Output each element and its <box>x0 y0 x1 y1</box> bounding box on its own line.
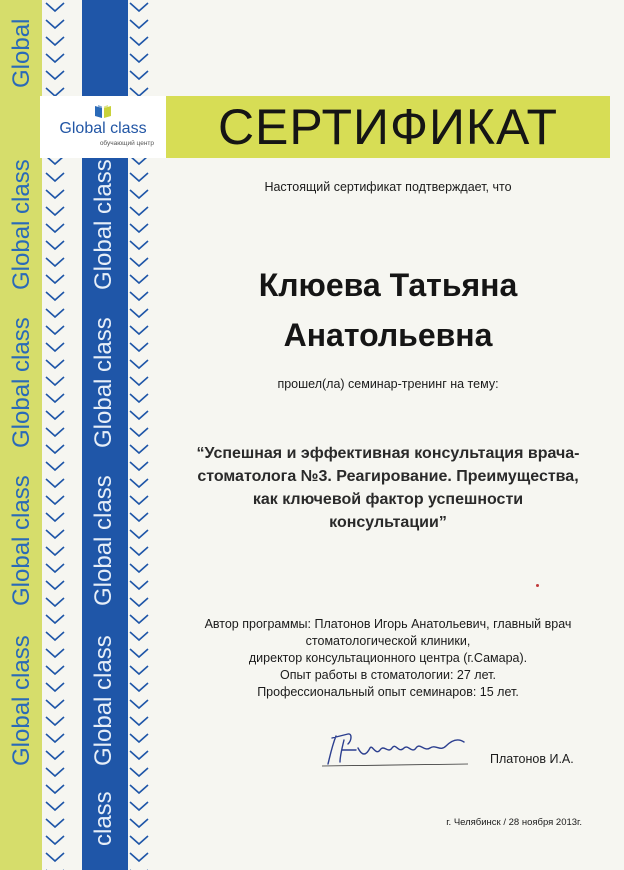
band-blue-text: Global class <box>90 159 117 290</box>
chevron-mark <box>46 54 64 62</box>
chevron-mark <box>46 819 64 827</box>
chevron-mark <box>130 377 148 385</box>
chevron-mark <box>46 700 64 708</box>
chevron-mark <box>46 224 64 232</box>
chevron-mark <box>46 581 64 589</box>
chevron-mark <box>130 734 148 742</box>
chevron-mark <box>46 88 64 96</box>
band-blue-text: class <box>90 791 117 846</box>
chevron-mark <box>46 275 64 283</box>
chevron-mark <box>46 71 64 79</box>
chevron-mark <box>130 547 148 555</box>
chevron-mark <box>46 445 64 453</box>
chevron-mark <box>130 649 148 657</box>
chevron-mark <box>130 411 148 419</box>
chevron-mark <box>46 632 64 640</box>
logo <box>40 96 166 158</box>
chevron-mark <box>46 649 64 657</box>
chevron-mark <box>46 37 64 45</box>
chevron-mark <box>46 496 64 504</box>
band-blue-text: Global class <box>90 635 117 766</box>
chevron-mark <box>46 836 64 844</box>
chevron-mark <box>130 360 148 368</box>
chevron-mark <box>46 462 64 470</box>
recipient-name-line2: Анатольевна <box>283 317 493 353</box>
seminar-topic <box>160 442 616 534</box>
chevron-mark <box>130 292 148 300</box>
author-info <box>166 616 610 701</box>
chevron-mark <box>130 54 148 62</box>
open-book-icon <box>94 103 112 119</box>
band-yellow-text: Global class <box>8 317 35 448</box>
chevron-mark <box>130 564 148 572</box>
chevron-mark <box>130 207 148 215</box>
chevron-mark <box>130 462 148 470</box>
chevron-mark <box>46 479 64 487</box>
chevron-mark <box>46 3 64 11</box>
chevron-mark <box>130 768 148 776</box>
chevron-mark <box>130 785 148 793</box>
certificate-title: СЕРТИФИКАТ <box>217 99 559 155</box>
chevron-mark <box>130 343 148 351</box>
band-yellow-text: Global class <box>8 635 35 766</box>
chevron-mark <box>130 445 148 453</box>
chevron-mark <box>46 547 64 555</box>
recipient-name <box>166 260 610 360</box>
chevron-mark <box>130 258 148 266</box>
chevron-mark <box>130 581 148 589</box>
chevron-mark <box>46 513 64 521</box>
topic-line: консультации” <box>329 514 447 531</box>
band-yellow-text: Global class <box>8 475 35 606</box>
chevron-mark <box>46 683 64 691</box>
chevron-mark <box>130 700 148 708</box>
chevron-mark <box>130 3 148 11</box>
chevron-mark <box>46 190 64 198</box>
chevron-mark <box>46 598 64 606</box>
chevron-mark <box>46 411 64 419</box>
chevron-mark <box>46 615 64 623</box>
confirm-text: Настоящий сертификат подтверждает, что <box>264 180 512 194</box>
chevron-mark <box>130 615 148 623</box>
chevron-mark <box>46 768 64 776</box>
chevron-mark <box>130 71 148 79</box>
band-blue-text: Global class <box>90 475 117 606</box>
chevron-mark <box>46 853 64 861</box>
chevron-mark <box>46 394 64 402</box>
chevron-mark <box>46 666 64 674</box>
chevron-mark <box>130 479 148 487</box>
author-line: Опыт работы в стоматологии: 27 лет. <box>280 668 496 682</box>
chevron-mark <box>46 377 64 385</box>
chevron-mark <box>130 190 148 198</box>
chevron-mark <box>46 241 64 249</box>
chevron-mark <box>46 785 64 793</box>
chevron-mark <box>46 564 64 572</box>
author-line: Автор программы: Платонов Игорь Анатольевич, главный врач <box>204 617 572 631</box>
chevron-mark <box>46 343 64 351</box>
chevron-mark <box>130 173 148 181</box>
chevron-mark <box>130 394 148 402</box>
passed-text: прошел(ла) семинар-тренинг на тему: <box>277 377 499 391</box>
band-yellow-text: Global class <box>8 159 35 290</box>
chevron-mark <box>46 751 64 759</box>
chevron-mark <box>46 428 64 436</box>
chevron-mark <box>46 360 64 368</box>
chevron-mark <box>46 292 64 300</box>
chevron-mark <box>130 20 148 28</box>
chevron-mark <box>46 802 64 810</box>
chevron-mark <box>130 428 148 436</box>
recipient-name-line1: Клюева Татьяна <box>258 267 518 303</box>
chevron-mark <box>130 275 148 283</box>
chevron-mark <box>130 224 148 232</box>
chevron-mark <box>130 513 148 521</box>
chevron-mark <box>46 530 64 538</box>
chevron-mark <box>46 734 64 742</box>
chevron-mark <box>130 819 148 827</box>
ink-dot <box>536 584 539 587</box>
author-line: директор консультационного центра (г.Самара). <box>248 651 528 665</box>
logo-subtitle: обучающий центр <box>99 140 154 147</box>
chevron-mark <box>130 666 148 674</box>
chevron-mark <box>46 717 64 725</box>
topic-line: как ключевой фактор успешности <box>252 491 524 508</box>
chevron-mark <box>130 496 148 504</box>
place-date: г. Челябинск / 28 ноября 2013г. <box>446 817 582 828</box>
chevron-mark <box>130 530 148 538</box>
chevron-mark <box>130 751 148 759</box>
band-blue-text: Global class <box>90 317 117 448</box>
chevron-mark <box>130 598 148 606</box>
chevron-mark <box>46 173 64 181</box>
chevron-mark <box>130 683 148 691</box>
chevron-mark <box>130 37 148 45</box>
author-line: стоматологической клиники, <box>305 634 471 648</box>
chevron-mark <box>46 326 64 334</box>
topic-line: стоматолога №3. Реагирование. Преимущества, <box>197 468 579 485</box>
signature-name: Платонов И.А. <box>490 752 574 766</box>
band-yellow-text: Global <box>8 18 35 88</box>
logo-name: Global class <box>59 120 147 137</box>
chevron-mark <box>130 717 148 725</box>
chevron-mark <box>130 326 148 334</box>
chevron-mark <box>130 836 148 844</box>
chevron-mark <box>130 802 148 810</box>
handwritten-signature <box>318 726 478 770</box>
chevron-mark <box>46 309 64 317</box>
chevron-mark <box>46 207 64 215</box>
chevron-mark <box>130 853 148 861</box>
chevron-mark <box>130 632 148 640</box>
chevron-mark <box>130 241 148 249</box>
chevron-mark <box>46 258 64 266</box>
chevron-mark <box>46 20 64 28</box>
author-line: Профессиональный опыт семинаров: 15 лет. <box>257 685 519 699</box>
chevron-mark <box>130 88 148 96</box>
chevron-mark <box>130 309 148 317</box>
topic-line: “Успешная и эффективная консультация врача- <box>196 445 580 462</box>
